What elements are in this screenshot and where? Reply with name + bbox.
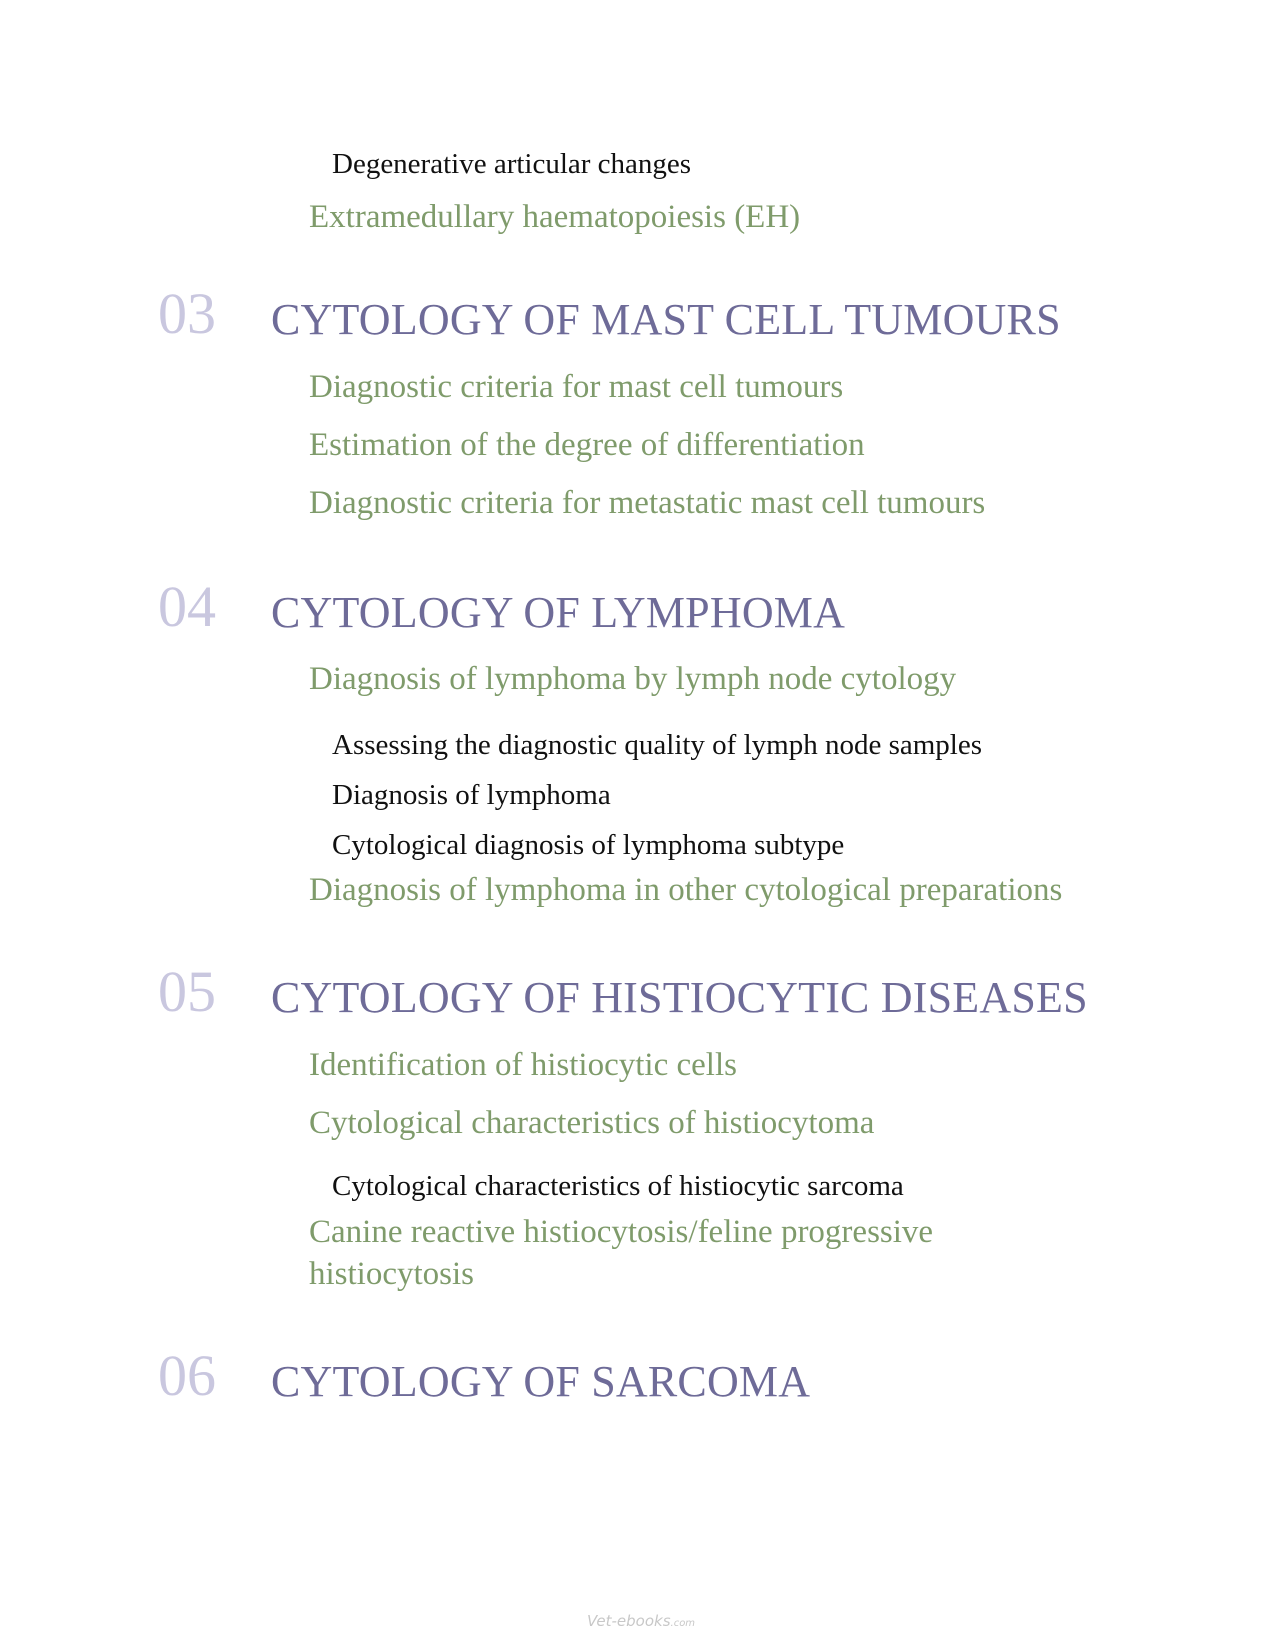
chapter-title-lymphoma: CYTOLOGY OF LYMPHOMA: [271, 588, 846, 637]
chapter-title-sarcoma: CYTOLOGY OF SARCOMA: [271, 1357, 811, 1406]
toc-section-metastatic-mct: Diagnostic criteria for metastatic mast cell tumours: [309, 485, 986, 521]
toc-section-reactive-histiocytosis: Canine reactive histiocytosis/feline progressive histiocytosis: [309, 1214, 934, 1292]
toc-subsection-diagnostic-quality: Assessing the diagnostic quality of lymph node samples: [332, 729, 983, 761]
toc-section-other-preparations: Diagnosis of lymphoma in other cytological preparations: [309, 872, 1063, 908]
toc-subsection-diagnosis-of-lymphoma: Diagnosis of lymphoma: [332, 779, 611, 811]
toc-section-histiocytoma: Cytological characteristics of histiocytoma: [309, 1105, 875, 1141]
toc-subsection-histiocytic-sarcoma: Cytological characteristics of histiocytic sarcoma: [332, 1170, 904, 1202]
chapter-number-03: 03: [158, 281, 216, 346]
chapter-number-04: 04: [158, 574, 216, 639]
toc-subsection-lymphoma-subtype: Cytological diagnosis of lymphoma subtype: [332, 829, 845, 861]
toc-section-lymph-node-cytology: Diagnosis of lymphoma by lymph node cytology: [309, 661, 957, 697]
toc-subsection-degenerative-articular-changes: Degenerative articular changes: [332, 148, 692, 180]
watermark-suffix: .com: [670, 1618, 696, 1629]
chapter-number-05: 05: [158, 959, 216, 1024]
chapter-title-mast-cell-tumours: CYTOLOGY OF MAST CELL TUMOURS: [271, 295, 1061, 344]
toc-section-diagnostic-criteria-mct: Diagnostic criteria for mast cell tumours: [309, 369, 844, 405]
chapter-title-histiocytic-diseases: CYTOLOGY OF HISTIOCYTIC DISEASES: [271, 973, 1088, 1022]
watermark-text: Vet-ebooks: [587, 1612, 671, 1630]
toc-section-extramedullary-haematopoiesis: Extramedullary haematopoiesis (EH): [309, 199, 801, 235]
watermark-logo: [587, 1612, 695, 1630]
chapter-number-06: 06: [158, 1343, 216, 1408]
toc-section-degree-of-differentiation: Estimation of the degree of differentiation: [309, 427, 865, 463]
toc-section-histiocytic-cells: Identification of histiocytic cells: [309, 1047, 737, 1083]
